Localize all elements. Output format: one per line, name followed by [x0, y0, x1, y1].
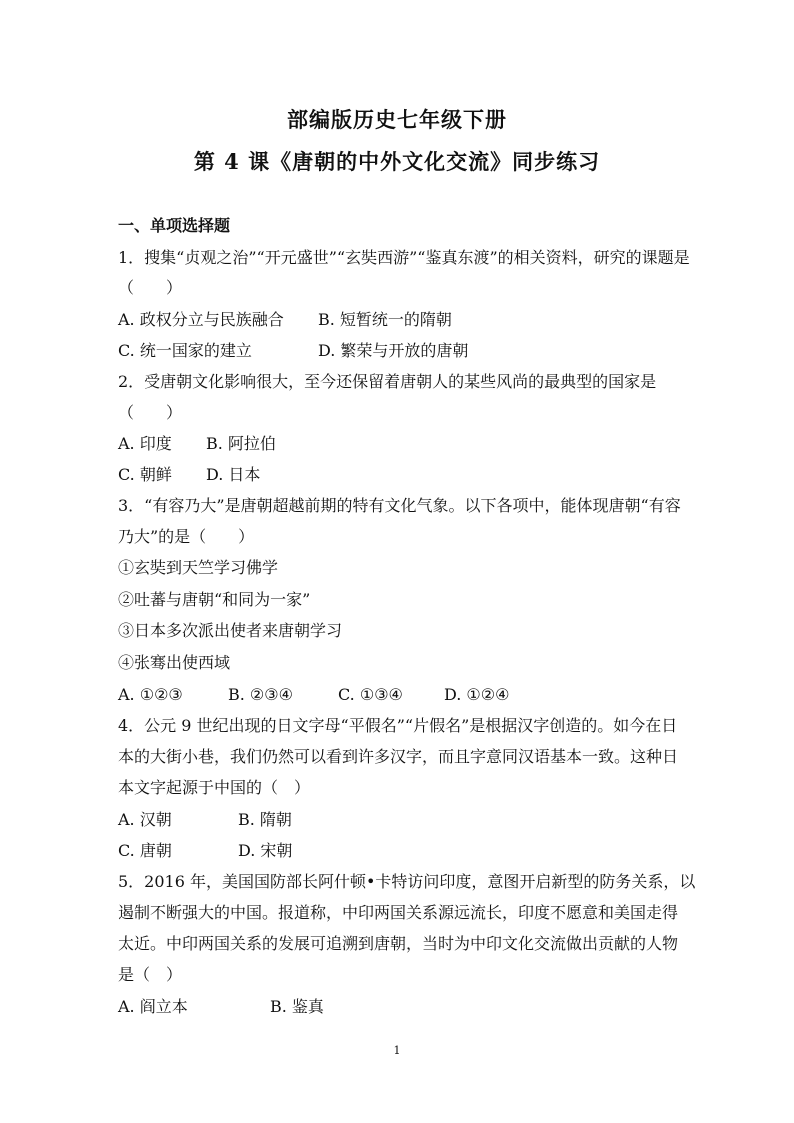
- section-heading: 一、单项选择题: [118, 216, 231, 235]
- question-5-stem-line-4: 是（ ）: [118, 965, 183, 984]
- question-1-stem-line-1: 1．搜集“贞观之治”“开元盛世”“玄奘西游”“鉴真东渡”的相关资料，研究的课题是: [118, 248, 690, 267]
- question-3-option-a: A. ①②③: [118, 685, 183, 704]
- question-1-option-c: C. 统一国家的建立: [118, 341, 252, 360]
- question-2-stem-line-2: （ ）: [118, 403, 183, 422]
- question-2-option-a: A. 印度: [118, 434, 172, 453]
- question-4-option-d: D. 宋朝: [238, 841, 293, 860]
- document-title: 部编版历史七年级下册: [287, 107, 507, 132]
- question-4-option-c: C. 唐朝: [118, 841, 172, 860]
- question-2-option-d: D. 日本: [206, 465, 261, 484]
- question-3-item-3: ③日本多次派出使者来唐朝学习: [118, 621, 343, 640]
- question-5-stem-line-1: 5．2016 年，美国国防部长阿什顿•卡特访问印度，意图开启新型的防务关系，以: [118, 872, 696, 891]
- question-5-option-a: A. 阎立本: [118, 997, 188, 1016]
- question-1-option-d: D. 繁荣与开放的唐朝: [318, 341, 469, 360]
- question-5-option-b: B. 鉴真: [270, 997, 324, 1016]
- question-3-option-c: C. ①③④: [338, 685, 403, 704]
- question-4-option-b: B. 隋朝: [238, 810, 292, 829]
- question-3-item-4: ④张骞出使西域: [118, 653, 231, 672]
- question-2-option-b: B. 阿拉伯: [206, 434, 276, 453]
- question-5-stem-line-2: 遏制不断强大的中国。报道称，中印两国关系源远流长，印度不愿意和美国走得: [118, 903, 679, 922]
- question-3-item-2: ②吐蕃与唐朝“和同为一家”: [118, 590, 311, 609]
- question-3-option-d: D. ①②④: [444, 685, 510, 704]
- question-2-stem-line-1: 2．受唐朝文化影响很大，至今还保留着唐朝人的某些风尚的最典型的国家是: [118, 372, 657, 391]
- question-3-item-1: ①玄奘到天竺学习佛学: [118, 558, 279, 577]
- question-4-stem-line-3: 本文字起源于中国的（ ）: [118, 778, 311, 797]
- question-1-stem-line-2: （ ）: [118, 278, 183, 297]
- question-3-option-b: B. ②③④: [228, 685, 293, 704]
- question-1-option-b: B. 短暂统一的隋朝: [318, 310, 452, 329]
- question-4-stem-line-2: 本的大街小巷，我们仍然可以看到许多汉字，而且字意同汉语基本一致。这种日: [118, 747, 679, 766]
- question-5-stem-line-3: 太近。中印两国关系的发展可追溯到唐朝，当时为中印文化交流做出贡献的人物: [118, 934, 679, 953]
- document-subtitle: 第 4 课《唐朝的中外文化交流》同步练习: [193, 149, 601, 174]
- question-1-option-a: A. 政权分立与民族融合: [118, 310, 284, 329]
- question-3-stem-line-2: 乃大”的是（ ）: [118, 527, 255, 546]
- question-2-option-c: C. 朝鲜: [118, 465, 172, 484]
- question-4-option-a: A. 汉朝: [118, 810, 172, 829]
- page-number: 1: [393, 1044, 401, 1057]
- question-3-stem-line-1: 3．“有容乃大”是唐朝超越前期的特有文化气象。以下各项中，能体现唐朝“有容: [118, 496, 681, 515]
- question-4-stem-line-1: 4．公元 9 世纪出现的日文字母“平假名”“片假名”是根据汉字创造的。如今在日: [118, 716, 678, 735]
